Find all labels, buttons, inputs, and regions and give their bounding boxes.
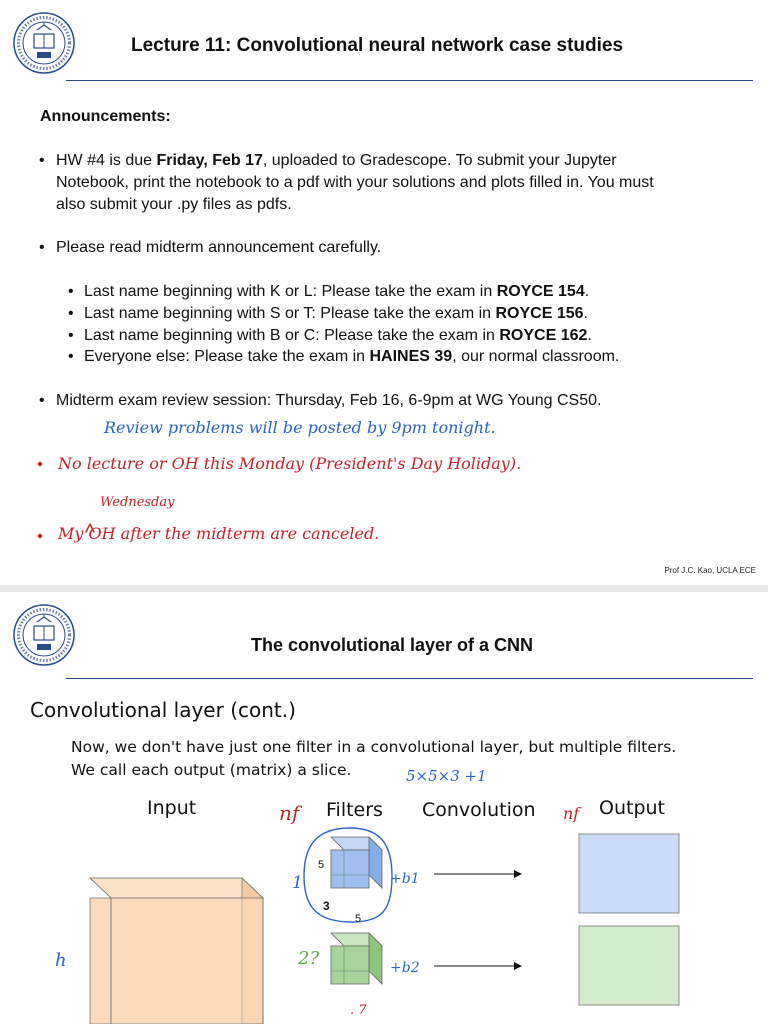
- hw-red-bullet-1: [38, 462, 42, 466]
- footer-credit: Prof J.C. Kao, UCLA ECE: [664, 566, 756, 575]
- hw-line-2: Notebook, print the notebook to a pdf with your solutions and plots filled in. You must: [56, 174, 654, 191]
- hw-b1: +b1: [390, 871, 420, 887]
- hw-line-1: HW #4 is due Friday, Feb 17, uploaded to Gradescope. To submit your Jupyter: [56, 152, 617, 169]
- handwritten-annotations: [0, 400, 768, 560]
- output-slice-2: [579, 926, 679, 1005]
- slide-conv-layer: [0, 592, 768, 1024]
- output-slice-1: [579, 834, 679, 913]
- body-line-2: We call each output (matrix) a slice.: [71, 761, 352, 779]
- hw-two: 2?: [298, 948, 320, 969]
- hw-no-lecture: No lecture or OH this Monday (President's Day Holiday).: [58, 454, 522, 473]
- label-input: Input: [147, 797, 197, 819]
- bullet-midterm-announcement: • Please read midterm announcement carefully.: [39, 239, 382, 256]
- hw-h: h: [55, 950, 67, 971]
- filter-dim-5-bottom: 5: [355, 913, 362, 925]
- body-line-1: Now, we don't have just one filter in a convolutional layer, but multiple filters.: [71, 738, 677, 756]
- filter-1-cube: [331, 837, 382, 888]
- arrow-2: [434, 962, 522, 970]
- title-rule: [66, 80, 753, 81]
- hw-one: 1: [292, 873, 303, 893]
- hw-line-3: also submit your .py files as pdfs.: [56, 196, 292, 213]
- hw-review-problems: Review problems will be posted by 9pm tonight.: [104, 418, 496, 437]
- hw-nf-output: nf: [563, 804, 580, 823]
- arrow-1: [434, 870, 522, 878]
- hw-nf-filters: nf: [279, 801, 300, 825]
- label-convolution: Convolution: [422, 799, 536, 821]
- bullet-hw: • HW #4 is due Friday, Feb 17, uploaded to Gradescope. To submit your Jupyter Notebook, print the notebook to a pdf with your solutions and plots filled in. You must also submit your .py files as pdfs.: [56, 150, 654, 216]
- filter-dim-3: 3: [323, 899, 330, 913]
- hw-b2: +b2: [390, 960, 420, 976]
- slide-title: Lecture 11: Convolutional neural network case studies: [131, 35, 624, 56]
- bullet-review-session: • Midterm exam review session: Thursday, Feb 16, 6-9pm at WG Young CS50.: [39, 392, 602, 409]
- slide-separator: [0, 585, 768, 592]
- hw-params: 5×5×3 +1: [406, 767, 487, 785]
- conv-diagram: [0, 592, 768, 1024]
- room-item-bc: • Last name beginning with B or C: Please take the exam in ROYCE 162.: [68, 327, 592, 344]
- label-filters: Filters: [326, 799, 383, 821]
- filter-dim-5-top: 5: [318, 859, 325, 871]
- label-output: Output: [599, 797, 665, 819]
- hw-red-bullet-2: [38, 534, 42, 538]
- hw-my-oh: My OH after the midterm are canceled.: [58, 524, 380, 543]
- slide-title-2: The convolutional layer of a CNN: [251, 635, 534, 655]
- room-item-kl: • Last name beginning with K or L: Please take the exam in ROYCE 154.: [68, 283, 590, 300]
- hw-seven: . 7: [350, 1003, 367, 1018]
- room-item-everyone: • Everyone else: Please take the exam in HAINES 39, our normal classroom.: [68, 348, 620, 365]
- room-item-st: • Last name beginning with S or T: Please take the exam in ROYCE 156.: [68, 305, 588, 322]
- ucla-seal-logo: [13, 12, 75, 74]
- input-volume: [90, 878, 263, 1024]
- announcements-heading: Announcements:: [40, 108, 171, 125]
- hw-wednesday: Wednesday: [100, 495, 175, 510]
- section-heading: Convolutional layer (cont.): [30, 698, 296, 722]
- filter-2-cube: [331, 933, 382, 984]
